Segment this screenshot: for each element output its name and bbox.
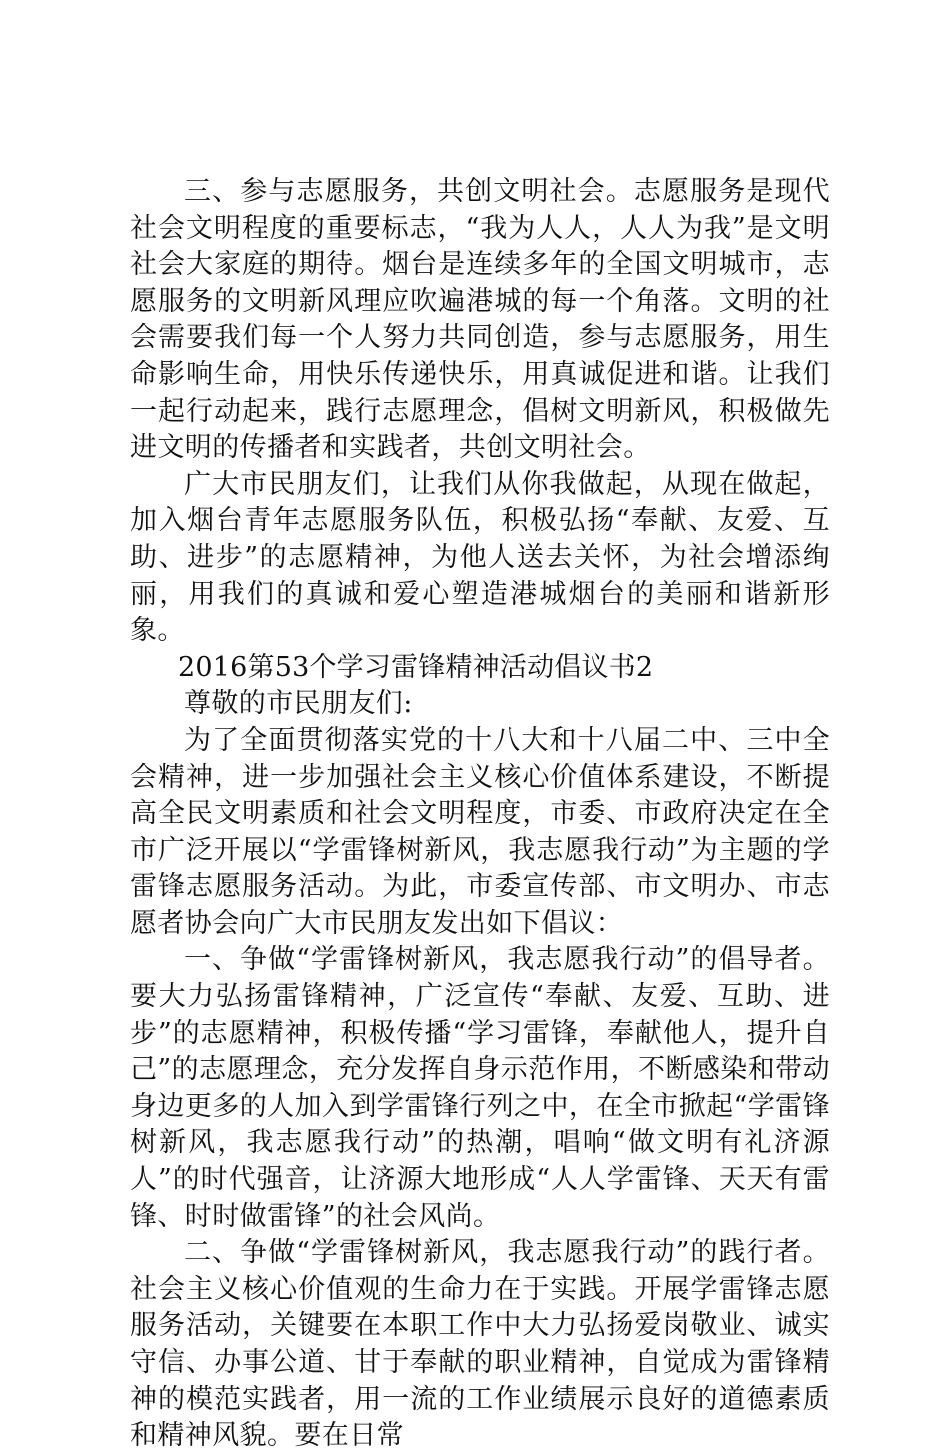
paragraph-introduction: 为了全面贯彻落实党的十八大和十八届二中、三中全会精神，进一步加强社会主义核心价值体系建设，不断提高全民文明素质和社会文明程度，市委、市政府决定在全市广泛开展以“学雷锋树新风，我志愿我行动”为主题的学雷锋志愿服务活动。为此，市委宣传部、市文明办、市志愿者协会向广大市民朋友发出如下倡议：: [130, 724, 830, 939]
paragraph-point-two: 二、争做“学雷锋树新风，我志愿我行动”的践行者。社会主义核心价值观的生命力在于实践。开展学雷锋志愿服务活动，关键要在本职工作中大力弘扬爱岗敬业、诚实守信、办事公道、甘于奉献的职业精神，自觉成为雷锋精神的模范实践者，用一流的工作业绩展示良好的道德素质和精神风貌。要在日常: [130, 1237, 830, 1452]
document-body: [130, 174, 830, 1455]
paragraph-point-one: 一、争做“学雷锋树新风，我志愿我行动”的倡导者。要大力弘扬雷锋精神，广泛宣传“奉献、友爱、互助、进步”的志愿精神，积极传播“学习雷锋，奉献他人，提升自己”的志愿理念，充分发挥自身示范作用，不断感染和带动身边更多的人加入到学雷锋行列之中，在全市掀起“学雷锋树新风，我志愿我行动”的热潮，唱响“做文明有礼济源人”的时代强音，让济源大地形成“人人学雷锋、天天有雷锋、时时做雷锋”的社会风尚。: [130, 944, 830, 1232]
paragraph-volunteer-service: 三、参与志愿服务，共创文明社会。志愿服务是现代社会文明程度的重要标志，“我为人人，人人为我”是文明社会大家庭的期待。烟台是连续多年的全国文明城市，志愿服务的文明新风理应吹遍港城的每一个角落。文明的社会需要我们每一个人努力共同创造，参与志愿服务，用生命影响生命，用快乐传递快乐，用真诚促进和谐。让我们一起行动起来，践行志愿理念，倡树文明新风，积极做先进文明的传播者和实践者，共创文明社会。: [130, 176, 830, 464]
paragraph-call-to-citizens: 广大市民朋友们，让我们从你我做起，从现在做起，加入烟台青年志愿服务队伍，积极弘扬“奉献、友爱、互助、进步”的志愿精神，为他人送去关怀，为社会增添绚丽，用我们的真诚和爱心塑造港城烟台的美丽和谐新形象。: [130, 468, 830, 647]
salutation: 尊敬的市民朋友们:: [184, 688, 413, 720]
document-subtitle: 2016第53个学习雷锋精神活动倡议书2: [178, 651, 654, 683]
